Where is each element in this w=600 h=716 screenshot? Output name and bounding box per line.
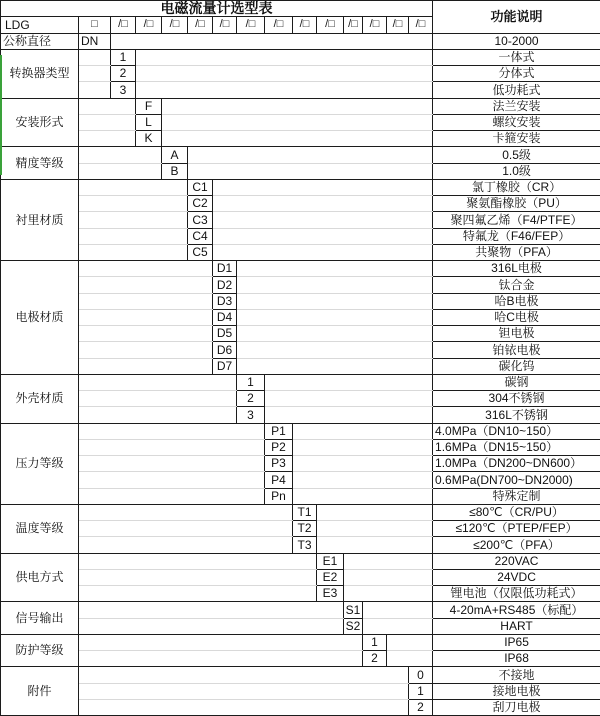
spacer-cell [317, 521, 433, 537]
model-code-slot: /□ [344, 17, 363, 33]
spacer-cell [213, 228, 433, 244]
description-cell: 0.5级 [433, 147, 600, 163]
code-cell: D2 [213, 277, 237, 293]
code-cell: C4 [188, 228, 213, 244]
model-code-slot: /□ [162, 17, 188, 33]
model-code-slot: /□ [293, 17, 317, 33]
model-code-slot: /□ [409, 17, 433, 33]
category-label: 温度等级 [1, 504, 79, 553]
description-cell: 共聚物（PFA） [433, 244, 600, 260]
spacer-cell [237, 293, 433, 309]
description-cell: 分体式 [433, 66, 600, 82]
spacer-cell [79, 82, 111, 98]
spacer-cell [79, 131, 136, 147]
spacer-cell [79, 261, 213, 277]
code-cell: 2 [237, 391, 265, 407]
spacer-cell [79, 667, 409, 683]
model-code-slot: /□ [136, 17, 162, 33]
code-cell: A [162, 147, 188, 163]
description-cell: 316L电极 [433, 261, 600, 277]
code-cell: 1 [409, 683, 433, 699]
spacer-cell [79, 651, 363, 667]
description-cell: 1.0级 [433, 163, 600, 179]
spacer-cell [79, 407, 237, 423]
spacer-cell [293, 423, 433, 439]
model-code-slot: /□ [188, 17, 213, 33]
description-cell: 1.6MPa（DN15~150） [433, 439, 600, 455]
spacer-cell [237, 261, 433, 277]
description-cell: 特氟龙（F46/FEP） [433, 228, 600, 244]
spacer-cell [162, 114, 433, 130]
spacer-cell [317, 504, 433, 520]
model-code-slot: /□ [317, 17, 344, 33]
model-code-slot: /□ [213, 17, 237, 33]
code-cell: P2 [265, 439, 293, 455]
code-cell: T1 [293, 504, 317, 520]
category-label: 精度等级 [1, 147, 79, 180]
code-cell: 1 [237, 374, 265, 390]
function-description-header: 功能说明 [433, 1, 600, 34]
spacer-cell [79, 374, 237, 390]
selection-table-body [1, 1, 600, 716]
spacer-cell [213, 212, 433, 228]
category-label: 供电方式 [1, 553, 79, 602]
category-label: 电极材质 [1, 261, 79, 375]
spacer-cell [79, 277, 213, 293]
model-code-slot: /□ [237, 17, 265, 33]
model-code-slot: /□ [363, 17, 387, 33]
spacer-cell [79, 569, 317, 585]
spacer-cell [79, 293, 213, 309]
description-cell: 卡箍安装 [433, 131, 600, 147]
spacer-cell [387, 634, 433, 650]
code-cell: 2 [363, 651, 387, 667]
code-cell: T3 [293, 537, 317, 553]
code-cell: 0 [409, 667, 433, 683]
spacer-cell [79, 699, 409, 715]
code-cell: 3 [237, 407, 265, 423]
description-cell: ≤80℃（CR/PU） [433, 504, 600, 520]
category-label: 附件 [1, 667, 79, 716]
code-cell: E3 [317, 586, 344, 602]
description-cell: 锂电池（仅限低功耗式） [433, 586, 600, 602]
spacer-cell [162, 98, 433, 114]
spacer-cell [162, 131, 433, 147]
description-cell: 钛合金 [433, 277, 600, 293]
spacer-cell [79, 391, 237, 407]
spacer-cell [136, 66, 433, 82]
spacer-cell [363, 618, 433, 634]
description-cell: ≤200℃（PFA） [433, 537, 600, 553]
spacer-cell [79, 244, 188, 260]
category-label: 转换器类型 [1, 49, 79, 98]
code-cell: 2 [111, 66, 136, 82]
spacer-cell [79, 326, 213, 342]
spacer-cell [188, 163, 433, 179]
description-cell: 不接地 [433, 667, 600, 683]
code-cell: C2 [188, 196, 213, 212]
model-code-box: □ [79, 17, 111, 33]
category-label: 外壳材质 [1, 374, 79, 423]
spacer-cell [79, 537, 293, 553]
description-cell: 法兰安装 [433, 98, 600, 114]
model-code-slot: /□ [265, 17, 293, 33]
spacer-cell [79, 147, 162, 163]
category-label: 安装形式 [1, 98, 79, 147]
spacer-cell [79, 683, 409, 699]
code-cell: Pn [265, 488, 293, 504]
spacer-cell [293, 472, 433, 488]
spacer-cell [79, 309, 213, 325]
spacer-cell [79, 342, 213, 358]
code-cell: S2 [344, 618, 363, 634]
description-cell: 1.0MPa（DN200~DN600） [433, 456, 600, 472]
spacer-cell [79, 472, 265, 488]
code-cell: C3 [188, 212, 213, 228]
spacer-cell [79, 228, 188, 244]
code-cell: 1 [363, 634, 387, 650]
spacer-cell [317, 537, 433, 553]
description-cell: 刮刀电极 [433, 699, 600, 715]
category-label: 压力等级 [1, 423, 79, 504]
description-cell: 4-20mA+RS485（标配） [433, 602, 600, 618]
spacer-cell [79, 358, 213, 374]
model-code-slot: /□ [111, 17, 136, 33]
spacer-cell [213, 196, 433, 212]
description-cell: IP65 [433, 634, 600, 650]
spacer-cell [237, 358, 433, 374]
spacer-cell [237, 309, 433, 325]
spacer-cell [265, 374, 433, 390]
description-cell: 低功耗式 [433, 82, 600, 98]
spacer-cell [79, 423, 265, 439]
description-cell: 220VAC [433, 553, 600, 569]
code-cell: D1 [213, 261, 237, 277]
spacer-cell [265, 407, 433, 423]
spacer-cell [293, 488, 433, 504]
code-cell: C1 [188, 179, 213, 195]
code-cell: D4 [213, 309, 237, 325]
diameter-code-cell: DN [79, 33, 111, 49]
spacer-cell [213, 179, 433, 195]
category-label: 防护等级 [1, 634, 79, 667]
spacer-cell [237, 342, 433, 358]
description-cell: 接地电极 [433, 683, 600, 699]
table-title: 电磁流量计选型表 [1, 1, 433, 17]
spacer-cell [79, 456, 265, 472]
description-cell: 铂铱电极 [433, 342, 600, 358]
spacer-cell [293, 456, 433, 472]
description-cell: 一体式 [433, 49, 600, 65]
description-cell: 螺纹安装 [433, 114, 600, 130]
spacer-cell [79, 49, 111, 65]
spacer-cell [79, 586, 317, 602]
code-cell: T2 [293, 521, 317, 537]
model-prefix: LDG [1, 17, 79, 33]
code-cell: P4 [265, 472, 293, 488]
left-edge-green-artifact [0, 55, 2, 175]
spacer-cell [293, 439, 433, 455]
spacer-cell [136, 49, 433, 65]
code-cell: 3 [111, 82, 136, 98]
description-cell: 0.6MPa(DN700~DN2000) [433, 472, 600, 488]
code-cell: 2 [409, 699, 433, 715]
spacer-cell [79, 66, 111, 82]
spacer-cell [363, 602, 433, 618]
description-cell: 碳化钨 [433, 358, 600, 374]
spacer-cell [344, 553, 433, 569]
code-cell: P1 [265, 423, 293, 439]
spacer-cell [79, 163, 162, 179]
model-code-slot: /□ [387, 17, 409, 33]
spacer-cell [79, 553, 317, 569]
category-label: 信号输出 [1, 602, 79, 635]
spacer-cell [79, 114, 136, 130]
spacer-cell [79, 504, 293, 520]
spacer-cell [79, 439, 265, 455]
spacer-cell [387, 651, 433, 667]
spacer-cell [344, 586, 433, 602]
spacer-cell [79, 488, 265, 504]
description-cell: 碳钢 [433, 374, 600, 390]
code-cell: C5 [188, 244, 213, 260]
spacer-cell [79, 196, 188, 212]
code-cell: K [136, 131, 162, 147]
spacer-cell [79, 618, 344, 634]
spacer-cell [79, 521, 293, 537]
description-cell: 聚氨酯橡胶（PU） [433, 196, 600, 212]
description-cell: 钽电极 [433, 326, 600, 342]
code-cell: B [162, 163, 188, 179]
spacer-cell [188, 147, 433, 163]
description-cell: 哈C电极 [433, 309, 600, 325]
category-label: 公称直径 [1, 33, 79, 49]
description-cell: 聚四氟乙烯（F4/PTFE） [433, 212, 600, 228]
code-cell: F [136, 98, 162, 114]
code-cell: D6 [213, 342, 237, 358]
spacer-cell [111, 33, 433, 49]
description-cell: 特殊定制 [433, 488, 600, 504]
description-cell: 304不锈钢 [433, 391, 600, 407]
spacer-cell [213, 244, 433, 260]
code-cell: 1 [111, 49, 136, 65]
description-cell: 316L不锈钢 [433, 407, 600, 423]
code-cell: P3 [265, 456, 293, 472]
spacer-cell [265, 391, 433, 407]
spacer-cell [344, 569, 433, 585]
code-cell: E2 [317, 569, 344, 585]
code-cell: D3 [213, 293, 237, 309]
description-cell: 哈B电极 [433, 293, 600, 309]
code-cell: D7 [213, 358, 237, 374]
description-cell: 4.0MPa（DN10~150） [433, 423, 600, 439]
description-cell: HART [433, 618, 600, 634]
spacer-cell [79, 98, 136, 114]
description-cell: 24VDC [433, 569, 600, 585]
description-cell: ≤120℃（PTEP/FEP） [433, 521, 600, 537]
spacer-cell [79, 179, 188, 195]
description-cell: 氯丁橡胶（CR） [433, 179, 600, 195]
description-cell: IP68 [433, 651, 600, 667]
spacer-cell [79, 212, 188, 228]
spacer-cell [237, 326, 433, 342]
description-cell: 10-2000 [433, 33, 600, 49]
code-cell: S1 [344, 602, 363, 618]
spacer-cell [136, 82, 433, 98]
code-cell: L [136, 114, 162, 130]
code-cell: D5 [213, 326, 237, 342]
spacer-cell [79, 602, 344, 618]
category-label: 衬里材质 [1, 179, 79, 260]
spacer-cell [237, 277, 433, 293]
code-cell: E1 [317, 553, 344, 569]
spacer-cell [79, 634, 363, 650]
